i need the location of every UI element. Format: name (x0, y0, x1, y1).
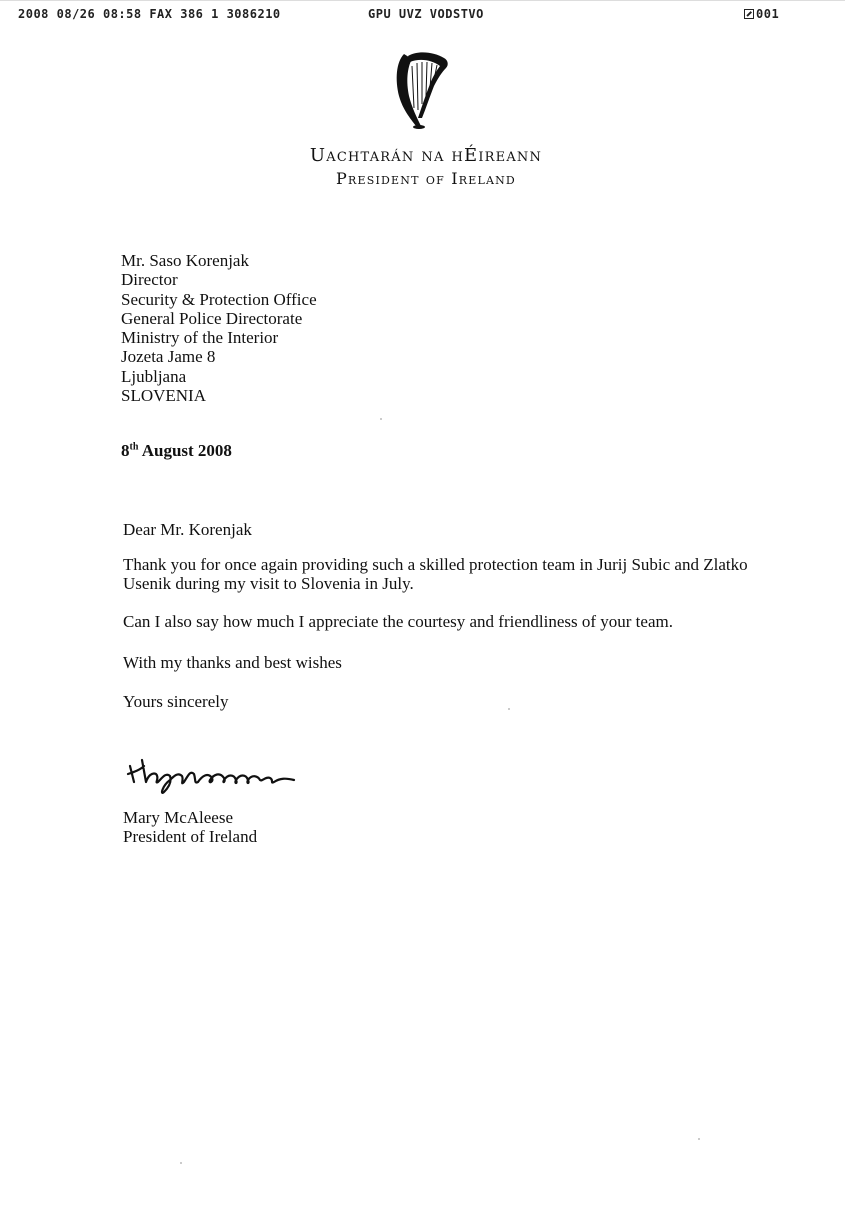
address-line: General Police Directorate (121, 308, 303, 328)
fax-transmission-header: 2008 08/26 08:58 FAX 386 1 3086210 (18, 7, 281, 21)
scan-speck (380, 418, 382, 420)
salutation: Dear Mr. Korenjak (123, 520, 252, 539)
fax-sender-id: GPU UVZ VODSTVO (368, 7, 484, 21)
scan-speck (698, 1138, 700, 1140)
body-paragraph: With my thanks and best wishes (123, 653, 342, 672)
fax-page-value: 001 (756, 7, 780, 21)
english-title: President of Ireland (336, 169, 516, 188)
scan-speck (180, 1162, 182, 1164)
handwritten-signature (124, 752, 299, 802)
fax-page-number (744, 7, 779, 21)
signer-block (123, 808, 257, 846)
closing: Yours sincerely (123, 692, 229, 711)
date-rest: August 2008 (138, 441, 232, 460)
signer-title: President of Ireland (123, 827, 258, 846)
address-line: SLOVENIA (121, 386, 206, 406)
fax-page-icon (744, 9, 754, 19)
harp-icon (390, 48, 452, 130)
address-line: Director (121, 270, 178, 290)
address-line: Jozeta Jame 8 (121, 347, 216, 367)
body-paragraph: Can I also say how much I appreciate the courtesy and friendliness of your team. (123, 612, 673, 631)
irish-title: Uachtarán na hÉireann (309, 145, 543, 166)
scan-speck (508, 708, 510, 710)
address-line: Ministry of the Interior (121, 328, 279, 348)
date-day: 8 (121, 441, 130, 460)
recipient-address (121, 251, 317, 405)
body-paragraph: Thank you for once again providing such a skilled protection team in Jurij Subic and Zlatko Usenik during my visit to Slovenia in July. (123, 555, 748, 594)
letter-date (121, 441, 232, 461)
signer-name: Mary McAleese (123, 808, 233, 827)
address-line: Security & Protection Office (121, 289, 317, 309)
scan-edge (0, 0, 845, 1)
address-line: Mr. Saso Korenjak (121, 251, 249, 270)
date-suffix: th (129, 441, 139, 453)
address-line: Ljubljana (121, 366, 187, 386)
